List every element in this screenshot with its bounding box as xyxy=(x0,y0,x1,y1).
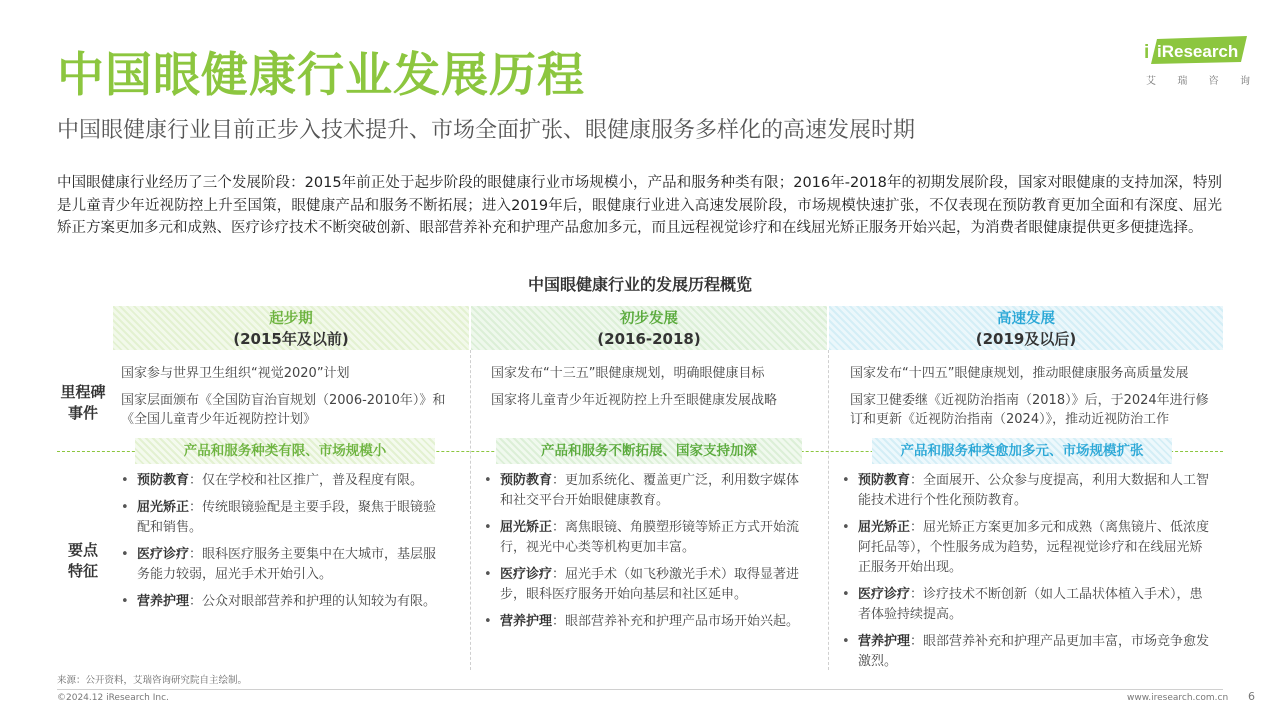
point-text: ：仅在学校和社区推广，普及程度有限。 xyxy=(189,473,424,488)
iresearch-logo xyxy=(1143,30,1253,88)
point-key: 医疗诊疗 xyxy=(137,547,190,562)
point-key: 营养护理 xyxy=(858,634,911,649)
point-text: ：更加系统化、覆盖更广泛，利用数字媒体和社交平台开始眼健康教育。 xyxy=(500,473,800,508)
logo-brand-text: iResearch xyxy=(1157,42,1239,61)
row-label-line: 里程碑 xyxy=(60,383,106,401)
milestone-item: 国家发布“十三五”眼健康规划，明确眼健康目标 xyxy=(491,366,765,381)
point-text: ：公众对眼部营养和护理的认知较为有限。 xyxy=(189,594,437,609)
list-item xyxy=(482,471,812,511)
logo-sub-char: 艾 xyxy=(1146,76,1156,87)
point-key: 医疗诊疗 xyxy=(500,567,553,582)
copyright: ©2024.12 iResearch Inc. xyxy=(57,693,169,703)
point-key: 屈光矫正 xyxy=(858,520,911,535)
list-item xyxy=(119,592,449,612)
row-label-line: 特征 xyxy=(67,562,98,580)
list-item xyxy=(119,545,449,585)
point-text: ：诊疗技术不断创新（如人工晶状体植入手术），患者体验持续提高。 xyxy=(858,587,1203,622)
phase-tag-2: 产品和服务不断拓展、国家支持加深 xyxy=(496,438,802,464)
list-item xyxy=(840,585,1210,625)
phase-name: 高速发展 xyxy=(997,311,1055,327)
logo-sub-char: 咨 xyxy=(1208,76,1219,87)
svg-text:i: i xyxy=(1144,42,1150,63)
list-item xyxy=(482,612,812,632)
row-label-features xyxy=(57,540,109,582)
point-key: 营养护理 xyxy=(500,614,553,629)
phase-name: 起步期 xyxy=(269,311,313,327)
row-label-line: 事件 xyxy=(67,404,98,422)
logo-sub-char: 询 xyxy=(1239,76,1250,87)
phase-name: 初步发展 xyxy=(620,311,678,327)
list-item xyxy=(482,518,812,558)
point-key: 预防教育 xyxy=(500,473,553,488)
row-label-line: 要点 xyxy=(67,541,98,559)
row-label-milestone xyxy=(57,382,109,424)
milestone-item: 国家发布“十四五”眼健康规划，推动眼健康服务高质量发展 xyxy=(850,366,1189,381)
phase-tag-1: 产品和服务种类有限、市场规模小 xyxy=(135,438,435,464)
phase-header-2 xyxy=(471,306,827,350)
iresearch-logo-icon xyxy=(1143,36,1247,66)
point-text: ：屈光矫正方案更加多元和成熟（离焦镜片、低浓度阿托品等），个性服务成为趋势，远程视觉诊疗和在线屈光矫正服务开始出现。 xyxy=(858,520,1210,575)
point-key: 医疗诊疗 xyxy=(858,587,911,602)
chart-title: 中国眼健康行业的发展历程概览 xyxy=(527,275,752,294)
logo-sub-char: 瑞 xyxy=(1177,76,1188,87)
column-divider xyxy=(470,350,471,670)
point-text: ：传统眼镜验配是主要手段，聚焦于眼镜验配和销售。 xyxy=(137,500,437,535)
intro-paragraph: 中国眼健康行业经历了三个发展阶段：2015年前正处于起步阶段的眼健康行业市场规模小，产品和服务种类有限；2016年-2018年的初期发展阶段，国家对眼健康的支持加深，特别是儿童青少年近视防控上升至国策，眼健康产品和服务不断拓展；进入2019年后，眼健康行业进入高速发展阶段，市场规模快速扩张，不仅表现在预防教育更加全面和有深度、屈光矫正方案更加多元和成熟、医疗诊疗技术不断突破创新、眼部营养补充和护理产品愈加多元，而且远程视觉诊疗和在线屈光矫正服务开始兴起，为消费者眼健康提供更多便捷选择。 xyxy=(57,175,1222,236)
source-note: 来源：公开资料，艾瑞咨询研究院自主绘制。 xyxy=(57,675,248,686)
milestone-item: 国家将儿童青少年近视防控上升至眼健康发展战略 xyxy=(491,393,778,408)
website-link[interactable]: www.iresearch.com.cn xyxy=(1127,693,1229,703)
list-item xyxy=(840,471,1210,511)
point-text: ：眼部营养补充和护理产品市场开始兴起。 xyxy=(552,614,800,629)
point-key: 预防教育 xyxy=(137,473,190,488)
list-item xyxy=(482,565,812,605)
phase-header-1 xyxy=(113,306,469,350)
point-key: 屈光矫正 xyxy=(500,520,553,535)
phase-tag-3: 产品和服务种类愈加多元、市场规模扩张 xyxy=(872,438,1172,464)
phase-header-3 xyxy=(829,306,1223,350)
milestone-item: 国家层面颁布《全国防盲治盲规划（2006-2010年）》和《全国儿童青少年近视防控计划》 xyxy=(121,393,446,427)
logo-subtext xyxy=(1146,72,1250,87)
point-text: ：眼科医疗服务主要集中在大城市，基层服务能力较弱，屈光手术开始引入。 xyxy=(137,547,437,582)
list-item xyxy=(119,498,449,538)
milestone-item: 国家卫健委继《近视防治指南（2018）》后，于2024年进行修订和更新《近视防治指南（2024）》，推动近视防治工作 xyxy=(850,393,1209,427)
point-key: 预防教育 xyxy=(858,473,911,488)
page-subtitle: 中国眼健康行业目前正步入技术提升、市场全面扩张、眼健康服务多样化的高速发展时期 xyxy=(57,118,916,143)
footer-divider xyxy=(57,689,1223,690)
phase-years: (2019及以后) xyxy=(975,330,1077,348)
list-item xyxy=(119,471,449,491)
page-number: 6 xyxy=(1248,690,1255,703)
point-text: ：屈光手术（如飞秒激光手术）取得显著进步，眼科医疗服务开始向基层和社区延申。 xyxy=(500,567,800,602)
point-text: ：全面展开、公众参与度提高，利用大数据和人工智能技术进行个性化预防教育。 xyxy=(858,473,1210,508)
feature-list-1 xyxy=(119,471,449,619)
point-text: ：眼部营养补充和护理产品更加丰富，市场竞争愈发激烈。 xyxy=(858,634,1210,669)
feature-list-2 xyxy=(482,471,812,639)
point-key: 营养护理 xyxy=(137,594,190,609)
milestone-item: 国家参与世界卫生组织“视觉2020”计划 xyxy=(121,366,350,381)
list-item xyxy=(840,518,1210,578)
phase-years: (2016-2018) xyxy=(597,330,701,348)
column-divider xyxy=(828,350,829,670)
page-title: 中国眼健康行业发展历程 xyxy=(57,48,585,103)
phase-years: (2015年及以前) xyxy=(233,330,349,348)
list-item xyxy=(840,632,1210,672)
point-text: ：离焦眼镜、角膜塑形镜等矫正方式开始流行，视光中心类等机构更加丰富。 xyxy=(500,520,800,555)
point-key: 屈光矫正 xyxy=(137,500,190,515)
feature-list-3 xyxy=(840,471,1210,679)
